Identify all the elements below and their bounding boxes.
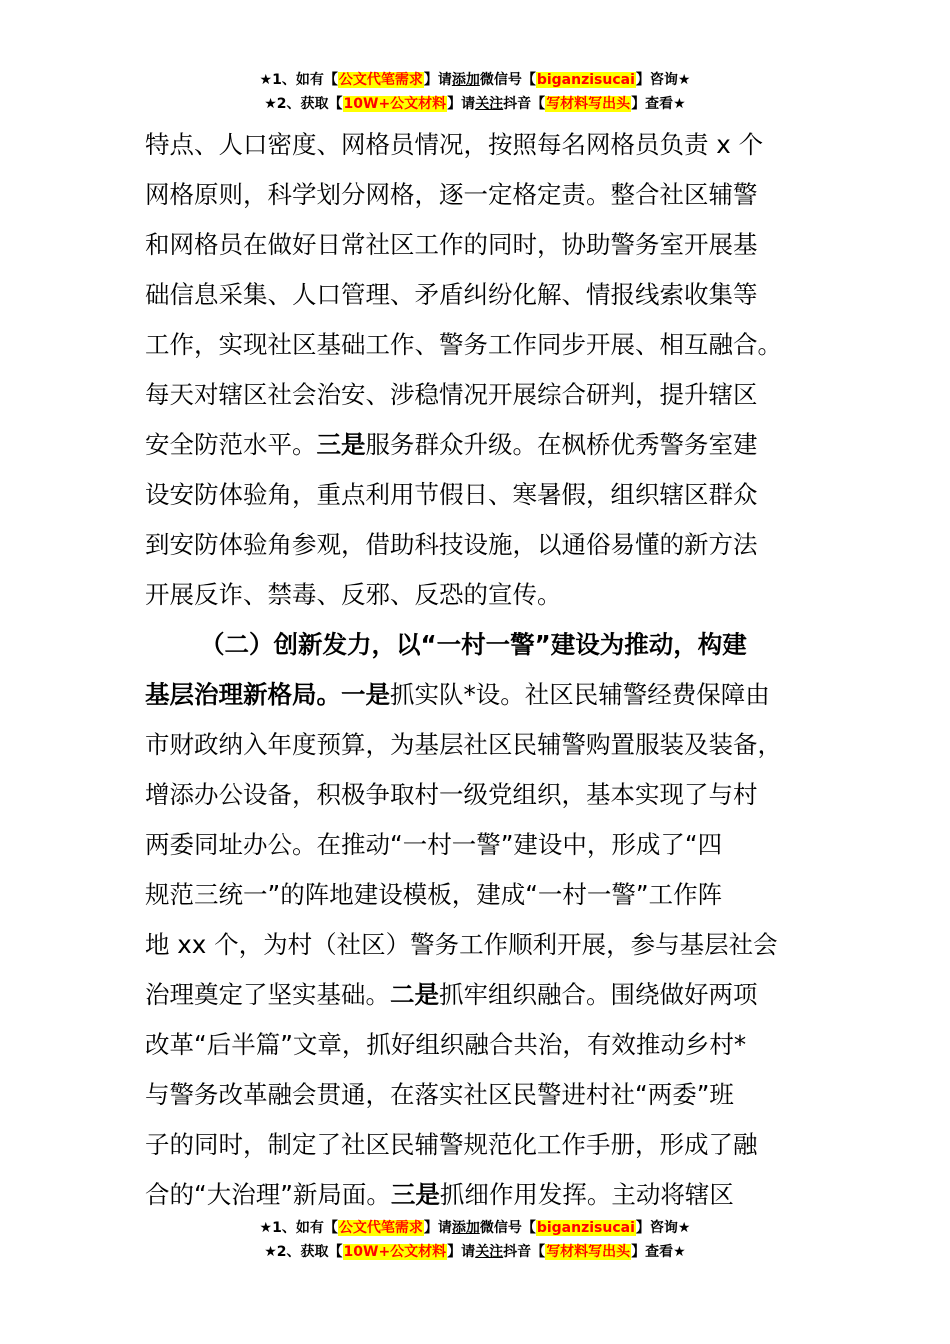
banner-line-2 (0, 1240, 950, 1264)
banner-line-1 (0, 68, 950, 92)
banner-line-1 (0, 1216, 950, 1240)
text-line (145, 870, 805, 920)
text-run: 合的“大治理”新局面。 (145, 1180, 391, 1209)
text-run: 开展反诈、禁毒、反邪、反恐的宣传。 (145, 580, 562, 609)
text-run: 抓细作用发挥。主动将辖区 (439, 1180, 734, 1209)
footer-banner (0, 1216, 950, 1264)
text-run: 两委同址办公。在推动“一村一警”建设中，形成了“四 (145, 830, 723, 859)
banner-text: ★2、获取【 (264, 1244, 343, 1260)
banner-text: 】查看★ (631, 96, 686, 112)
highlight-douyin-account: 写材料写出头 (546, 96, 631, 112)
text-run: 和网格员在做好日常社区工作的同时，协助警务室开展基 (145, 230, 758, 259)
text-run: 与警务改革融会贯通，在落实社区民警进村社“两委”班 (145, 1080, 734, 1109)
text-line (145, 1070, 805, 1120)
text-run: 服务群众升级。在枫桥优秀警务室建 (365, 430, 758, 459)
text-run: 治理奠定了坚实基础。 (145, 980, 390, 1009)
banner-text: ★2、获取【 (264, 96, 343, 112)
text-run: 网格原则，科学划分网格，逐一定格定责。整合社区辅警 (145, 180, 758, 209)
underlined-text: 添加 (451, 72, 480, 88)
text-line (145, 270, 805, 320)
text-run: 抓实队*设。社区民辅警经费保障由 (390, 680, 770, 709)
text-line (145, 620, 805, 670)
banner-text: 】咨询★ (635, 1220, 691, 1236)
underlined-text: 关注 (475, 96, 504, 112)
highlight-materials: 10W+公文材料 (343, 96, 447, 112)
text-line (145, 820, 805, 870)
text-run: 子的同时，制定了社区民辅警规范化工作手册，形成了融 (145, 1130, 758, 1159)
bold-text-run: 三是 (316, 430, 366, 459)
text-line (145, 920, 805, 970)
text-run: 市财政纳入年度预算，为基层社区民辅警购置服装及装备， (145, 730, 782, 759)
banner-text: 微信号【 (479, 72, 536, 88)
text-run: 地 xx 个，为村（社区）警务工作顺利开展，参与基层社会 (145, 930, 778, 959)
text-line (145, 320, 805, 370)
text-line (145, 520, 805, 570)
text-run: 工作，实现社区基础工作、警务工作同步开展、相互融合。 (145, 330, 782, 359)
banner-text: 】请 (423, 72, 452, 88)
underlined-text: 添加 (451, 1220, 480, 1236)
highlight-wechat-id: biganzisucai (536, 1220, 635, 1236)
banner-text: 】请 (447, 1244, 476, 1260)
text-line (145, 220, 805, 270)
bold-text-run: 三是 (390, 1180, 440, 1209)
text-line (145, 1120, 805, 1170)
text-line (145, 170, 805, 220)
text-line (145, 1020, 805, 1070)
highlight-douyin-account: 写材料写出头 (546, 1244, 631, 1260)
banner-line-2 (0, 92, 950, 116)
text-line (145, 370, 805, 420)
header-banner (0, 68, 950, 116)
bold-text-run: 基层治理新格局。一是 (145, 680, 390, 709)
highlight-service: 公文代笔需求 (338, 72, 423, 88)
text-run: 安全防范水平。 (145, 430, 317, 459)
highlight-service: 公文代笔需求 (338, 1220, 423, 1236)
text-line (145, 720, 805, 770)
text-run: 设安防体验角，重点利用节假日、寒暑假，组织辖区群众 (145, 480, 758, 509)
highlight-wechat-id: biganzisucai (536, 72, 635, 88)
banner-text: 抖音【 (503, 96, 546, 112)
banner-text: 微信号【 (479, 1220, 536, 1236)
text-line (145, 770, 805, 820)
banner-text: 】咨询★ (635, 72, 691, 88)
banner-text: 抖音【 (503, 1244, 546, 1260)
text-run: 每天对辖区社会治安、涉稳情况开展综合研判，提升辖区 (145, 380, 758, 409)
bold-text-run: （二）创新发力，以“一村一警”建设为推动，构建 (200, 630, 747, 659)
highlight-materials: 10W+公文材料 (343, 1244, 447, 1260)
text-line (145, 570, 805, 620)
text-run: 抓牢组织融合。围绕做好两项 (439, 980, 758, 1009)
text-line (145, 420, 805, 470)
document-body (145, 120, 805, 1220)
underlined-text: 关注 (475, 1244, 504, 1260)
text-run: 础信息采集、人口管理、矛盾纠纷化解、情报线索收集等 (145, 280, 758, 309)
bold-text-run: 二是 (390, 980, 439, 1009)
text-run: 规范三统一”的阵地建设模板，建成“一村一警”工作阵 (145, 880, 723, 909)
text-line (145, 1170, 805, 1220)
banner-text: 】请 (423, 1220, 452, 1236)
text-line (145, 470, 805, 520)
banner-text: ★1、如有【 (259, 72, 338, 88)
text-line (145, 970, 805, 1020)
text-line (145, 670, 805, 720)
text-line (145, 120, 805, 170)
text-run: 特点、人口密度、网格员情况，按照每名网格员负责 x 个 (145, 130, 764, 159)
text-run: 增添办公设备，积极争取村一级党组织，基本实现了与村 (145, 780, 758, 809)
banner-text: ★1、如有【 (259, 1220, 338, 1236)
text-run: 改革“后半篇”文章，抓好组织融合共治，有效推动乡村* (145, 1030, 747, 1059)
banner-text: 】查看★ (631, 1244, 686, 1260)
text-run: 到安防体验角参观，借助科技设施，以通俗易懂的新方法 (145, 530, 758, 559)
banner-text: 】请 (447, 96, 476, 112)
